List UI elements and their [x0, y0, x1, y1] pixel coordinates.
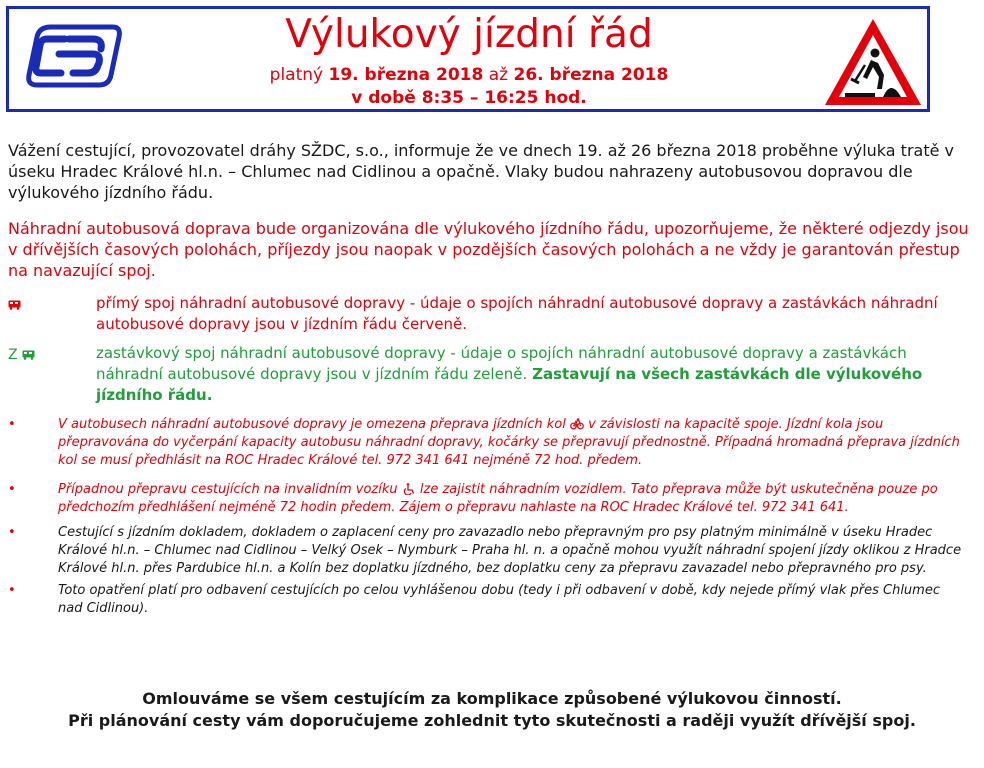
bus-icon	[22, 350, 35, 360]
bullet-text: Cestující s jízdním dokladem, dokladem o zaplacení ceny pro zavazadlo nebo přepravným pro psy platným minimálně v úseku Hradec Králové hl.n. – Chlumec nad Cidlinou – Velký Osek – Nymburk – Praha hl. n. a opačně mohou využít náhradní spojení jízdy oklikou z Hradce Králové hl.n. přes Pardubice hl.n. a Kolín bez doplatku jízdného, bez doplatku ceny za přepravu zavazadel nebo přepravného pro psy.	[58, 525, 962, 576]
bullet-text	[58, 416, 968, 470]
bullet-text-part: V autobusech náhradní autobusové dopravy je omezena přeprava jízdních kol	[58, 417, 566, 432]
validity-prefix: platný	[269, 65, 324, 85]
cd-logo	[21, 21, 123, 91]
stopping-bus-symbol	[8, 345, 35, 366]
roadworks-warning-icon	[821, 15, 925, 109]
date-from: 19. března 2018	[328, 65, 484, 85]
wheelchair-icon	[402, 483, 416, 495]
apology-line: Omlouváme se všem cestujícím za komplikace způsobené výlukovou činností.	[142, 689, 842, 708]
recommendation-line: Při plánování cesty vám doporučujeme zohlednit tyto skutečnosti a raději využít dřívější spoj.	[68, 711, 916, 730]
bullet-text-part: v závislosti na kapacitě spoje. Jízdní kola jsou přepravována do vyčerpání kapacity autobusu náhradní dopravy, kočárky se přepravují přednostně. Případná hromadná přeprava jízdních kol se musí předhlásit na ROC Hradec Králové tel. 972 341 641 nejméně 72 hod. předem.	[58, 417, 960, 468]
bus-icon	[8, 300, 21, 310]
page-title: Výlukový jízdní řád	[285, 12, 653, 57]
bicycle-icon	[570, 418, 584, 430]
validity-mid: až	[488, 65, 509, 85]
bullet-text-part: lze zajistit náhradním vozidlem. Tato přeprava může být uskutečněna pouze po předchozím předhlášení nejméně 72 hodin předem. Zájem o přepravu nahlaste na ROC Hradec Králové tel. 972 341 641.	[58, 482, 938, 515]
bullet-mark: •	[8, 583, 16, 598]
notice-paragraph: Náhradní autobusová doprava bude organizována dle výlukového jízdního řádu, upozorňujeme, že některé odjezdy jsou v dřívějších časových polohách, příjezdy jsou naopak v pozdějších časových polohách a ne vždy je garantován přestup na navazující spoj.	[8, 219, 969, 280]
legend-stopping-text	[96, 343, 956, 406]
legend-stopping-main: zastávkový spoj náhradní autobusové dopravy - údaje o spojích náhradní autobusové dopravy a zastávkách náhradní autobusové dopravy jsou v jízdním řádu zeleně.	[96, 344, 907, 383]
date-to: 26. března 2018	[513, 65, 669, 85]
bullet-mark: •	[8, 482, 16, 497]
intro-paragraph: Vážení cestující, provozovatel dráhy SŽDC, s.o., informuje že ve dnech 19. až 26 března 2018 proběhne výluka tratě v úseku Hradec Králové hl.n. – Chlumec nad Cidlinou a opačně. Vlaky budou nahrazeny autobusovou dopravou dle výlukového jízdního řádu.	[8, 141, 954, 202]
stopping-prefix: Z	[8, 347, 18, 363]
validity-time: v době 8:35 – 16:25 hod.	[351, 88, 587, 108]
bullet-text: Toto opatření platí pro odbavení cestujících po celou vyhlášenou dobu (tedy i při odbavení v době, kdy nejede přímý vlak přes Chlumec nad Cidlinou).	[58, 583, 940, 616]
legend-direct-text: přímý spoj náhradní autobusové dopravy - údaje o spojích náhradní autobusové dopravy a zastávkách náhradní autobusové dopravy jsou v jízdním řádu červeně.	[96, 294, 938, 333]
bullet-mark: •	[8, 417, 16, 432]
bullet-text	[58, 481, 968, 517]
validity-period	[189, 63, 749, 87]
bullet-mark: •	[8, 525, 16, 540]
bullet-text-part: Případnou přepravu cestujících na invalidním vozíku	[58, 482, 398, 497]
notice-header	[6, 6, 930, 112]
legend-stopping-bold: Zastavují na všech zastávkách dle výlukového jízdního řádu.	[96, 365, 923, 404]
direct-bus-symbol	[8, 295, 21, 316]
